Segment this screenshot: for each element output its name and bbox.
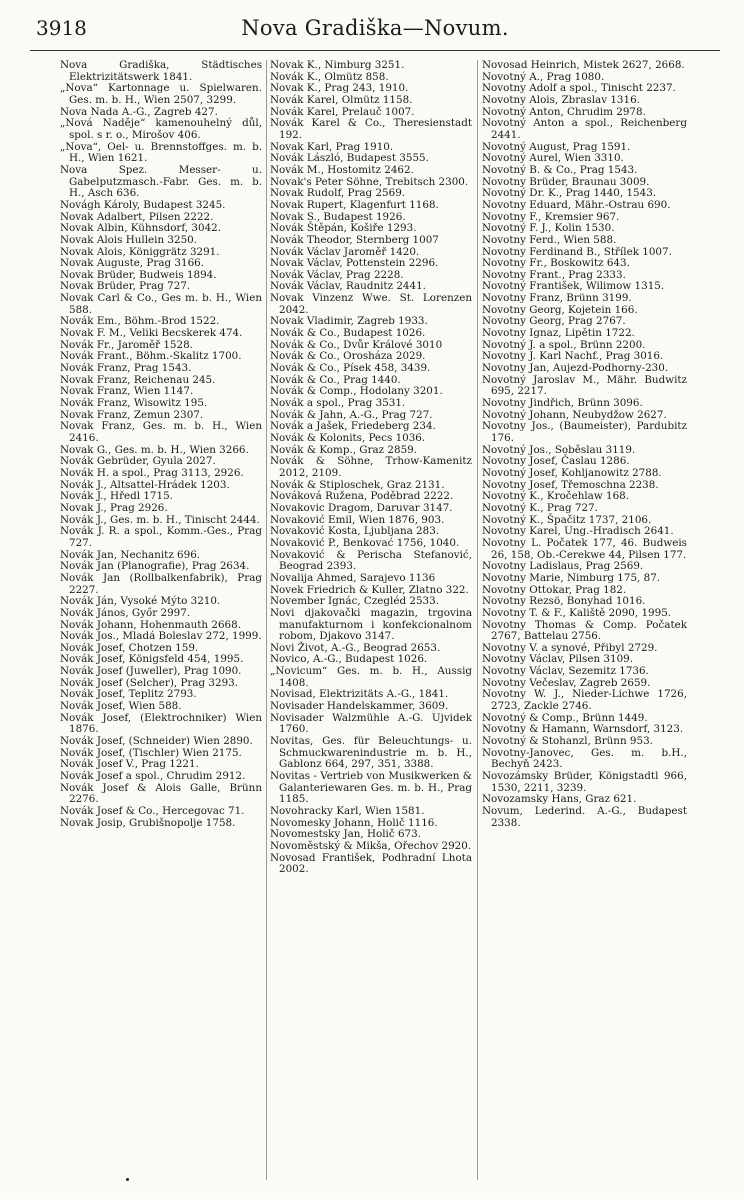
directory-entry: Novotny Večeslav, Zagreb 2659.: [482, 676, 651, 689]
directory-entry: Novotný Johann, Neubydžow 2627.: [482, 408, 667, 421]
directory-entry: Novotny Thomas & Comp. Počatek 2767, Battelau 2756.: [482, 618, 687, 643]
directory-entry: Novak Franz, Zemun 2307.: [60, 408, 204, 421]
directory-entry: Novak Brüder, Prag 727.: [60, 280, 191, 293]
directory-entry: Novotny Franz, Brünn 3199.: [482, 292, 632, 305]
directory-entry: Novotny Ladislaus, Prag 2569.: [482, 560, 644, 573]
directory-entry: Novák Václav Jaroměř 1420.: [270, 245, 420, 258]
directory-entry: Novák János, Győr 2997.: [60, 606, 191, 619]
directory-entry: Novák Karel, Olmütz 1158.: [270, 93, 413, 106]
directory-entry: Novakovic Dragom, Daruvar 3147.: [270, 501, 453, 514]
directory-entry: Novotny Josef, Časlau 1286.: [482, 455, 630, 468]
directory-entry: Novák & Co., Budapest 1026.: [270, 327, 426, 340]
directory-entry: „Nová Naděje“ kamenouhelný důl, spol. s r. o., Mirošov 406.: [60, 117, 262, 141]
directory-entry: Novák Josef, Königsfeld 454, 1995.: [60, 653, 244, 666]
directory-column-middle: [270, 60, 472, 876]
directory-entry: Novotny Georg, Kojetein 166.: [482, 303, 638, 316]
directory-entry: Novak Brüder, Budweis 1894.: [60, 268, 217, 281]
directory-entry: Novaković Kosta, Ljubljana 283.: [270, 525, 440, 538]
directory-entry: Novitas - Vertrieb von Musikwerken & Galanteriewaren Ges. m. b. H., Prag 1185.: [270, 770, 472, 806]
directory-entry: Novotny Jindřich, Brünn 3096.: [482, 397, 643, 410]
directory-entry: Novak Franz, Reichenau 245.: [60, 373, 216, 386]
directory-entry: Novum, Lederind. A.-G., Budapest 2338.: [482, 805, 687, 829]
directory-entry: Novák & Co., Písek 458, 3439.: [270, 362, 431, 375]
directory-entry: Novák & Komp., Graz 2859.: [270, 443, 418, 456]
directory-entry: Novotny T. & F., Kaliště 2090, 1995.: [482, 606, 672, 619]
directory-entry: Novotný Anton, Chrudim 2978.: [482, 105, 646, 118]
directory-entry: Novotny Marie, Nimburg 175, 87.: [482, 571, 661, 584]
directory-entry: Novalija Ahmed, Sarajevo 1136: [270, 571, 436, 584]
directory-entry: Novák Jan (Planografie), Prag 2634.: [60, 560, 250, 573]
directory-entry: Novák Em., Böhm.-Brod 1522.: [60, 315, 220, 328]
directory-entry: Novak Karl, Prag 1910.: [270, 140, 394, 153]
directory-entry: Novotný Jos., Soběslau 3119.: [482, 443, 636, 456]
directory-entry: Novotny Georg, Prag 2767.: [482, 315, 626, 328]
directory-entry: Novotny J. Karl Nachf., Prag 3016.: [482, 350, 664, 363]
directory-entry: Novotný Jaroslav M., Mähr. Budwitz 695, 2217.: [482, 373, 687, 398]
directory-entry: Novák Fr., Jaroměř 1528.: [60, 338, 193, 351]
directory-entry: Novitas, Ges. für Beleuchtungs- u. Schmuckwarenindustrie m. b. H., Gablonz 664, 297, 351, 3388.: [270, 735, 472, 771]
directory-entry: Novaković P., Benkovać 1756, 1040.: [270, 536, 460, 549]
directory-entry: Novotný Aurel, Wien 3310.: [482, 152, 624, 165]
directory-entry: Novák Josef a spol., Chrudim 2912.: [60, 770, 246, 783]
directory-entry: Novák a Jašek, Friedeberg 234.: [270, 420, 436, 433]
directory-entry: Novotný K., Špačitz 1737, 2106.: [482, 513, 652, 526]
directory-entry: Nováková Ruženа, Poděbrad 2222.: [270, 490, 454, 503]
directory-entry: Novak Auguste, Prag 3166.: [60, 257, 205, 270]
directory-entry: Novisader Walzmühle A.-G. Ujvidek 1760.: [270, 711, 472, 736]
directory-entry: Novosad František, Podhradní Lhota 2002.: [270, 851, 472, 876]
directory-entry: Novotny Josef, Třemoschna 2238.: [482, 478, 659, 491]
directory-entry: Novák Josef & Alois Galle, Brünn 2276.: [60, 781, 262, 806]
directory-entry: Novak K., Prag 243, 1910.: [270, 82, 409, 95]
directory-entry: Novák Franz, Wisowitz 195.: [60, 397, 208, 410]
directory-entry: Novotny Adolf a spol., Tinischt 2237.: [482, 82, 676, 95]
directory-entry: Novák László, Budapest 3555.: [270, 152, 429, 165]
directory-entry: Novák Johann, Hohenmauth 2668.: [60, 618, 241, 631]
directory-entry: Novák Josef, (Tischler) Wien 2175.: [60, 746, 242, 759]
directory-entry: Novotný Anton a spol., Reichenberg 2441.: [482, 117, 687, 141]
directory-entry: Novák J., Ges. m. b. H., Tinischt 2444.: [60, 513, 260, 526]
page-header: [30, 14, 720, 48]
directory-entry: Novák Josef, Wien 588.: [60, 700, 182, 713]
directory-entry: Novotný Josef, Kohljanowitz 2788.: [482, 466, 662, 479]
directory-entry: Novak Rupert, Klagenfurt 1168.: [270, 198, 439, 211]
directory-entry: Novak Franz, Ges. m. b. H., Wien 2416.: [60, 420, 262, 444]
directory-entry: Novozamsky Hans, Graz 621.: [482, 793, 637, 806]
directory-entry: Novák Václav, Raudnitz 2441.: [270, 280, 426, 293]
directory-entry: Novisad, Elektrizitäts A.-G., 1841.: [270, 688, 449, 701]
directory-entry: Novotný K., Prag 727.: [482, 501, 598, 514]
directory-entry: Novak Franz, Wien 1147.: [60, 385, 194, 398]
directory-entry: Novák Josef, (Schneider) Wien 2890.: [60, 735, 253, 748]
directory-entry: Novák & Co., Dvůr Králové 3010: [270, 338, 443, 351]
directory-entry: Novak's Peter Söhne, Trebitsch 2300.: [270, 175, 469, 188]
directory-entry: Novák Josef & Co., Hercegovac 71.: [60, 805, 245, 817]
directory-entry: Novohracky Karl, Wien 1581.: [270, 805, 425, 817]
directory-entry: Novotny Eduard, Mähr.-Ostrau 690.: [482, 198, 671, 211]
directory-entry: Novák J., Altsattel-Hrádek 1203.: [60, 478, 230, 491]
directory-entry: Novák M., Hostomitz 2462.: [270, 163, 414, 176]
directory-entry: Novák a spol., Prag 3531.: [270, 397, 406, 410]
directory-entry: Novák K., Olmütz 858.: [270, 70, 389, 83]
column-divider: [477, 60, 478, 1180]
directory-entry: Novák & Jahn, A.-G., Prag 727.: [270, 408, 433, 421]
directory-entry: Novák & Kolonits, Pecs 1036.: [270, 432, 426, 444]
directory-entry: Novák Josef V., Prag 1221.: [60, 758, 199, 771]
directory-entry: Novak S., Budapest 1926.: [270, 210, 406, 223]
directory-entry: Novotny Ferd., Wien 588.: [482, 233, 617, 246]
directory-entry: Novak J., Prag 2926.: [60, 501, 168, 514]
directory-entry: Novotný J. a spol., Brünn 2200.: [482, 338, 646, 351]
directory-entry: Novák Josef, (Elektrochniker) Wien 1876.: [60, 711, 262, 736]
directory-entry: Novotny W. J., Nieder-Lichwe 1726, 2723, Zackle 2746.: [482, 688, 687, 713]
directory-entry: Novomestsky Jan, Holič 673.: [270, 828, 421, 841]
directory-entry: Novi djakovački magazin, trgovina manufakturnom i konfekcionalnom robom, Djakovo 3147.: [270, 606, 472, 643]
header-rule: [30, 50, 720, 51]
directory-entry: Novák Frant., Böhm.-Skalitz 1700.: [60, 350, 242, 363]
directory-entry: Novak G., Ges. m. b. H., Wien 3266.: [60, 443, 249, 456]
directory-entry: Novaković & Perischa Stefanović, Beograd 2393.: [270, 548, 472, 573]
directory-entry: November Ignác, Czegléd 2533.: [270, 595, 439, 608]
directory-entry: Novák H. a spol., Prag 3113, 2926.: [60, 466, 244, 479]
directory-entry: Novotný Dr. K., Prag 1440, 1543.: [482, 187, 657, 200]
directory-entry: Novotny Karel, Ung.-Hradisch 2641.: [482, 525, 674, 538]
directory-entry: Novák Josef (Juweller), Prag 1090.: [60, 665, 242, 678]
directory-entry: Novotny Ignaz, Lipětin 1722.: [482, 327, 635, 340]
directory-entry: Novak Vinzenz Wwe. St. Lorenzen 2042.: [270, 292, 472, 316]
directory-entry: Novák & Comp., Hodolany 3201.: [270, 385, 443, 398]
directory-entry: Novoměstský & Mikša, Ořechov 2920.: [270, 839, 472, 852]
directory-entry: Novák Gebrüder, Gyula 2027.: [60, 455, 216, 468]
directory-entry: Novak Carl & Co., Ges m. b. H., Wien 588.: [60, 292, 262, 316]
directory-entry: Novotny Alois, Zbraslav 1316.: [482, 93, 640, 106]
directory-entry: Novák Theodor, Sternberg 1007: [270, 233, 439, 246]
directory-entry: Novotny-Janovec, Ges. m. b.H., Bechyň 2423.: [482, 746, 687, 771]
directory-entry: Novotny Frant., Prag 2333.: [482, 268, 626, 281]
directory-entry: Novak Vladimir, Zagreb 1933.: [270, 315, 428, 328]
directory-entry: Novisader Handelskammer, 3609.: [270, 700, 449, 713]
directory-entry: Novak Josip, Grubišnopolje 1758.: [60, 816, 236, 829]
directory-entry: Novotny Václav, Pilsen 3109.: [482, 653, 634, 666]
directory-entry: Novotný F. J., Kolin 1530.: [482, 222, 615, 235]
directory-entry: Novotny Václav, Sezemitz 1736.: [482, 665, 649, 678]
directory-entry: Novak Albin, Kühnsdorf, 3042.: [60, 222, 222, 235]
directory-entry: Novotny L. Počatek 177, 46. Budweis 26, 158, Ob.-Cerekwe 44, Pilsen 177.: [482, 536, 687, 561]
column-divider: [266, 60, 267, 1180]
directory-entry: Novák Josef, Teplitz 2793.: [60, 688, 197, 701]
directory-entry: Novak Adalbert, Pilsen 2222.: [60, 210, 214, 223]
directory-entry: Novosad Heinrich, Mistek 2627, 2668.: [482, 59, 685, 71]
directory-entry: Novotný & Comp., Brünn 1449.: [482, 711, 648, 724]
directory-entry: Novák & Co., Prag 1440.: [270, 373, 401, 386]
directory-entry: „Nova“ Kartonnage u. Spielwaren. Ges. m. b. H., Wien 2507, 3299.: [60, 82, 262, 106]
directory-entry: Novotný František, Wilimow 1315.: [482, 280, 665, 293]
directory-entry: Novák Ján, Vysoké Mýto 3210.: [60, 595, 221, 608]
directory-entry: Novak K., Nimburg 3251.: [270, 59, 405, 71]
directory-entry: Novotný B. & Co., Prag 1543.: [482, 163, 638, 176]
directory-entry: Novák Jos., Mladá Boleslav 272, 1999.: [60, 630, 262, 643]
directory-entry: Novotny & Hamann, Warnsdorf, 3123.: [482, 723, 684, 736]
directory-entry: Novi Život, A.-G., Beograd 2653.: [270, 641, 441, 654]
directory-entry: Novak Václav, Pottenstein 2296.: [270, 257, 439, 270]
directory-entry: Novák Václav, Prag 2228.: [270, 268, 404, 281]
directory-entry: Novák Franz, Prag 1543.: [60, 362, 192, 375]
directory-entry: Novak Alois, Königgrätz 3291.: [60, 245, 220, 258]
directory-entry: Novotný & Stohanzl, Brünn 953.: [482, 735, 653, 748]
directory-entry: Novotny F., Kremsier 967.: [482, 210, 620, 223]
directory-entry: „Novicum“ Ges. m. b. H., Aussig 1408.: [270, 665, 472, 689]
directory-entry: Novico, A.-G., Budapest 1026.: [270, 653, 428, 666]
directory-entry: Novágh Károly, Budapest 3245.: [60, 198, 226, 211]
directory-entry: Novotny Ottokar, Prag 182.: [482, 583, 627, 596]
directory-entry: Nova Nada A.-G., Zagreb 427.: [60, 105, 218, 118]
directory-entry: Novotny Ferdinand B., Střílek 1007.: [482, 245, 672, 258]
directory-entry: Novak Rudolf, Prag 2569.: [270, 187, 406, 200]
directory-entry: Novotny V. a synové, Přibyl 2729.: [482, 641, 658, 654]
running-title: Nova Gradiška—Novum.: [241, 16, 509, 40]
directory-entry: Novák Karel, Prelauč 1007.: [270, 105, 415, 118]
directory-entry: Novák J. R. a spol., Komm.-Ges., Prag 727.: [60, 525, 262, 549]
directory-entry: Nova Spez. Messer- u. Gabelputzmasch.-Fabr. Ges. m. b. H., Asch 636.: [60, 163, 262, 200]
directory-entry: Novotny Brüder, Braunau 3009.: [482, 175, 650, 188]
directory-entry: Novák J., Hředl 1715.: [60, 490, 173, 503]
directory-entry: Nova Gradiška, Städtisches Elektrizitätswerk 1841.: [60, 59, 262, 83]
directory-entry: Novotny Fr., Boskowitz 643.: [482, 257, 630, 270]
directory-entry: Novotny Jos., (Baumeister), Pardubitz 176.: [482, 420, 687, 444]
directory-entry: Novák Štěpán, Košiře 1293.: [270, 222, 417, 235]
directory-entry: Novotný K., Kročehlaw 168.: [482, 490, 630, 503]
directory-entry: Novák & Stiploschek, Graz 2131.: [270, 478, 445, 491]
directory-entry: Novozámsky Brüder, Königstadtl 966, 1530, 2211, 3239.: [482, 770, 687, 794]
directory-entry: Novaković Emil, Wien 1876, 903.: [270, 513, 445, 526]
directory-entry: Novák & Söhne, Trhow-Kamenitz 2012, 2109.: [270, 455, 472, 479]
directory-entry: Novak F. M., Veliki Becskerek 474.: [60, 327, 243, 340]
directory-entry: Novotný A., Prag 1080.: [482, 70, 605, 83]
directory-entry: Novák & Co., Orosháza 2029.: [270, 350, 426, 363]
directory-entry: Novák Josef (Selcher), Prag 3293.: [60, 676, 239, 689]
directory-entry: Novotny Rezsö, Bonyhad 1016.: [482, 595, 646, 608]
directory-entry: Novotny Jan, Aujezd-Podhorny-230.: [482, 362, 669, 375]
directory-entry: Novek Friedrich & Kuller, Zlatno 322.: [270, 583, 469, 596]
directory-entry: Novák Jan, Nechanitz 696.: [60, 548, 201, 561]
directory-column-right: [482, 60, 687, 829]
directory-entry: Novák Josef, Chotzen 159.: [60, 641, 199, 654]
directory-column-left: [60, 60, 262, 829]
directory-entry: Novomesky Johann, Holič 1116.: [270, 816, 438, 829]
directory-entry: „Nova“, Oel- u. Brennstoffges. m. b. H., Wien 1621.: [60, 140, 262, 165]
page-number: 3918: [36, 16, 87, 40]
directory-entry: Novák Karel & Co., Theresienstadt 192.: [270, 117, 472, 141]
directory-entry: Novotný August, Prag 1591.: [482, 140, 631, 153]
directory-entry: Novak Alois Hullein 3250.: [60, 233, 198, 246]
directory-entry: Novák Jan (Rollbalkenfabrik), Prag 2227.: [60, 571, 262, 596]
printing-speck: [126, 1178, 129, 1181]
